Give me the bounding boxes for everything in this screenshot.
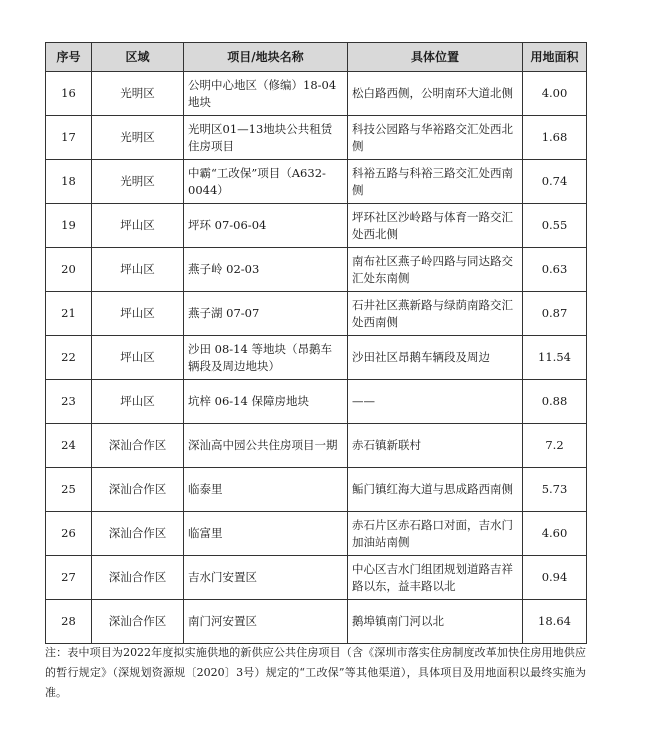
table-row	[46, 380, 587, 424]
table-row	[46, 556, 587, 600]
table-header-row	[46, 43, 587, 72]
cell-seq: 22	[46, 336, 92, 380]
cell-location: 中心区吉水门组团规划道路吉祥路以东，益丰路以北	[348, 556, 523, 600]
table-row	[46, 424, 587, 468]
cell-location: 南布社区燕子岭四路与同达路交汇处东南侧	[348, 248, 523, 292]
cell-region: 深汕合作区	[92, 512, 184, 556]
table-footnote: 注：表中项目为2022年度拟实施供地的新供应公共住房项目（含《深圳市落实住房制度改革加快住房用地供应的暂行规定》（深规划资源规〔2020〕3号）规定的“工改保”等其他渠道），具体项目及用地面积以最终实施为准。	[45, 646, 586, 699]
cell-seq: 17	[46, 116, 92, 160]
cell-region: 坪山区	[92, 380, 184, 424]
cell-seq: 27	[46, 556, 92, 600]
cell-project: 燕子湖 07-07	[184, 292, 348, 336]
header-seq: 序号	[46, 43, 92, 72]
table-row	[46, 204, 587, 248]
cell-seq: 24	[46, 424, 92, 468]
cell-region: 光明区	[92, 116, 184, 160]
cell-area: 4.60	[523, 512, 587, 556]
cell-region: 深汕合作区	[92, 556, 184, 600]
cell-region: 坪山区	[92, 204, 184, 248]
table-row	[46, 336, 587, 380]
table-row	[46, 600, 587, 644]
cell-location: 坪环社区沙岭路与体育一路交汇处西北侧	[348, 204, 523, 248]
cell-location: ——	[348, 380, 523, 424]
cell-project: 燕子岭 02-03	[184, 248, 348, 292]
cell-seq: 25	[46, 468, 92, 512]
cell-project: 光明区01—13地块公共租赁住房项目	[184, 116, 348, 160]
table-row	[46, 160, 587, 204]
cell-seq: 28	[46, 600, 92, 644]
cell-seq: 19	[46, 204, 92, 248]
cell-seq: 20	[46, 248, 92, 292]
cell-project: 临富里	[184, 512, 348, 556]
cell-region: 坪山区	[92, 292, 184, 336]
cell-location: 科技公园路与华裕路交汇处西北侧	[348, 116, 523, 160]
cell-project: 公明中心地区（修编）18-04地块	[184, 72, 348, 116]
cell-project: 坑梓 06-14 保障房地块	[184, 380, 348, 424]
cell-area: 5.73	[523, 468, 587, 512]
cell-region: 坪山区	[92, 248, 184, 292]
cell-location: 赤石镇新联村	[348, 424, 523, 468]
cell-area: 0.87	[523, 292, 587, 336]
cell-project: 吉水门安置区	[184, 556, 348, 600]
cell-seq: 21	[46, 292, 92, 336]
cell-project: 临泰里	[184, 468, 348, 512]
cell-region: 深汕合作区	[92, 468, 184, 512]
header-area: 用地面积	[523, 43, 587, 72]
cell-seq: 23	[46, 380, 92, 424]
cell-project: 中霸“工改保”项目（A632-0044）	[184, 160, 348, 204]
cell-location: 赤石片区赤石路口对面，吉水门加油站南侧	[348, 512, 523, 556]
cell-area: 0.63	[523, 248, 587, 292]
header-project: 项目/地块名称	[184, 43, 348, 72]
cell-region: 光明区	[92, 160, 184, 204]
cell-location: 鲘门镇红海大道与思成路西南侧	[348, 468, 523, 512]
cell-region: 坪山区	[92, 336, 184, 380]
cell-seq: 18	[46, 160, 92, 204]
table-row	[46, 248, 587, 292]
table-row	[46, 468, 587, 512]
cell-location: 松白路西侧，公明南环大道北侧	[348, 72, 523, 116]
cell-area: 4.00	[523, 72, 587, 116]
cell-location: 鹅埠镇南门河以北	[348, 600, 523, 644]
cell-area: 18.64	[523, 600, 587, 644]
cell-region: 深汕合作区	[92, 424, 184, 468]
cell-location: 科裕五路与科裕三路交汇处西南侧	[348, 160, 523, 204]
cell-area: 0.88	[523, 380, 587, 424]
cell-seq: 26	[46, 512, 92, 556]
cell-location: 石井社区燕新路与绿荫南路交汇处西南侧	[348, 292, 523, 336]
cell-area: 0.94	[523, 556, 587, 600]
header-location: 具体位置	[348, 43, 523, 72]
cell-area: 0.55	[523, 204, 587, 248]
cell-project: 坪环 07-06-04	[184, 204, 348, 248]
cell-region: 深汕合作区	[92, 600, 184, 644]
cell-area: 0.74	[523, 160, 587, 204]
table-row	[46, 116, 587, 160]
table-row	[46, 512, 587, 556]
table-row	[46, 292, 587, 336]
table-row	[46, 72, 587, 116]
cell-project: 沙田 08-14 等地块（昂鹅车辆段及周边地块）	[184, 336, 348, 380]
cell-region: 光明区	[92, 72, 184, 116]
cell-area: 7.2	[523, 424, 587, 468]
cell-area: 11.54	[523, 336, 587, 380]
cell-project: 深汕高中园公共住房项目一期	[184, 424, 348, 468]
land-supply-table	[45, 42, 587, 644]
cell-project: 南门河安置区	[184, 600, 348, 644]
header-region: 区域	[92, 43, 184, 72]
cell-location: 沙田社区昂鹅车辆段及周边	[348, 336, 523, 380]
cell-seq: 16	[46, 72, 92, 116]
cell-area: 1.68	[523, 116, 587, 160]
